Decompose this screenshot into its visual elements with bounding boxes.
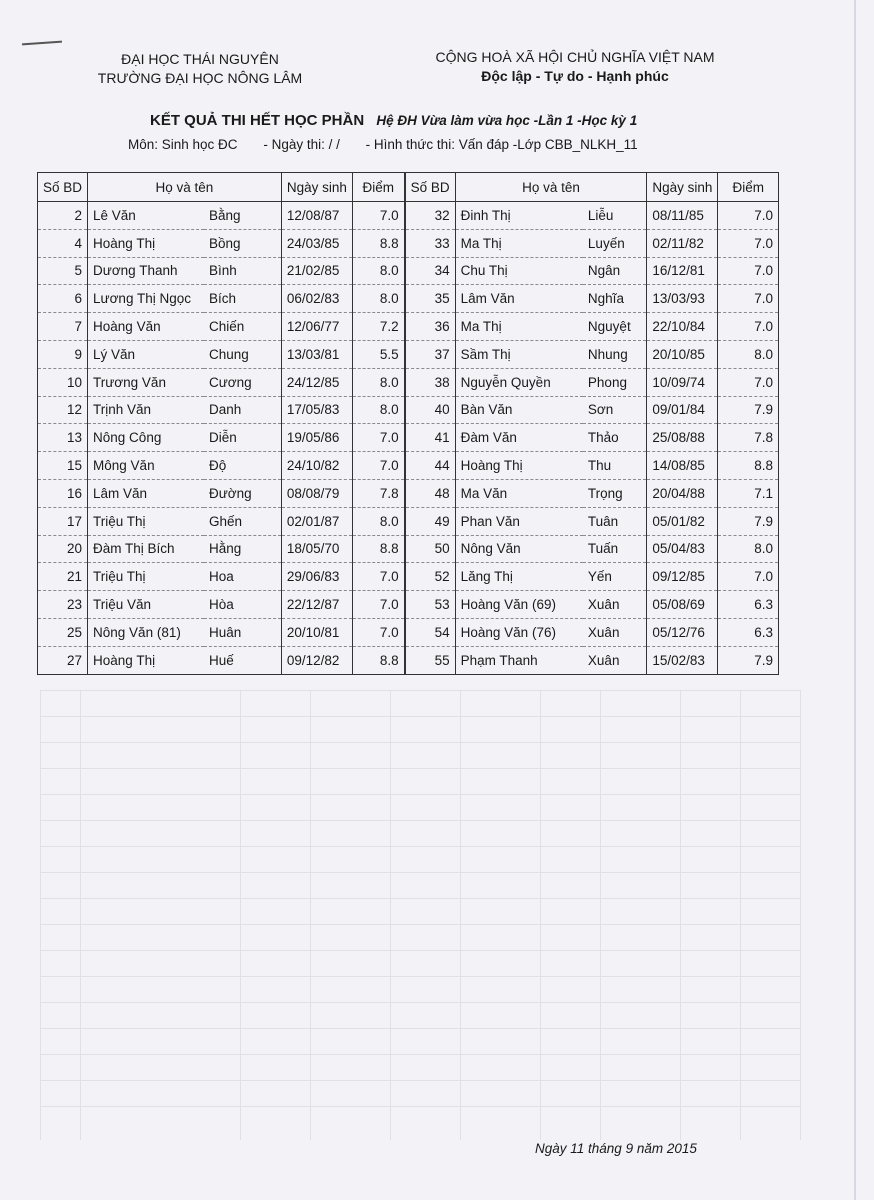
table-row	[38, 646, 779, 674]
bleed-line	[40, 1054, 800, 1055]
left-sbd-cell: 4	[38, 229, 88, 257]
left-family-name-cell: Hoàng Thị	[88, 646, 204, 674]
left-sbd-cell: 25	[38, 618, 88, 646]
bleed-vline	[240, 690, 241, 1140]
left-family-name-cell: Triệu Thị	[88, 563, 204, 591]
bleed-vline	[460, 690, 461, 1140]
right-dob-cell: 05/12/76	[647, 618, 718, 646]
results-table	[37, 172, 779, 675]
left-score-cell: 7.0	[352, 452, 404, 480]
left-sbd-cell: 17	[38, 507, 88, 535]
table-row	[38, 507, 779, 535]
right-sbd-cell: 48	[405, 479, 456, 507]
right-dob-cell: 02/11/82	[647, 229, 718, 257]
right-given-name-cell: Nhung	[583, 340, 647, 368]
left-sbd-cell: 20	[38, 535, 88, 563]
page-edge-line	[854, 0, 856, 1200]
bleed-line	[40, 820, 800, 821]
bleed-line	[40, 950, 800, 951]
right-dob-cell: 08/11/85	[647, 202, 718, 230]
right-sbd-cell: 53	[405, 591, 456, 619]
right-score-cell: 6.3	[718, 591, 779, 619]
right-dob-cell: 15/02/83	[647, 646, 718, 674]
left-given-name-cell: Danh	[204, 396, 281, 424]
exam-info	[128, 137, 828, 152]
col-header-score-left: Điểm	[352, 173, 404, 202]
col-header-sbd-right: Số BD	[405, 173, 456, 202]
left-given-name-cell: Bằng	[204, 202, 281, 230]
bleed-line	[40, 872, 800, 873]
right-family-name-cell: Chu Thị	[455, 257, 583, 285]
left-family-name-cell: Lê Văn	[88, 202, 204, 230]
table-row	[38, 424, 779, 452]
left-given-name-cell: Huân	[204, 618, 281, 646]
right-family-name-cell: Hoàng Văn (76)	[455, 618, 583, 646]
right-given-name-cell: Liễu	[583, 202, 647, 230]
left-score-cell: 7.8	[352, 479, 404, 507]
bleed-line	[40, 742, 800, 743]
right-given-name-cell: Tuân	[583, 507, 647, 535]
right-family-name-cell: Phạm Thanh	[455, 646, 583, 674]
bleed-vline	[390, 690, 391, 1140]
right-sbd-cell: 37	[405, 340, 456, 368]
left-score-cell: 5.5	[352, 340, 404, 368]
right-dob-cell: 05/01/82	[647, 507, 718, 535]
bleed-line	[40, 846, 800, 847]
left-given-name-cell: Hằng	[204, 535, 281, 563]
right-sbd-cell: 55	[405, 646, 456, 674]
col-header-sbd-left: Số BD	[38, 173, 88, 202]
right-family-name-cell: Hoàng Văn (69)	[455, 591, 583, 619]
left-given-name-cell: Bồng	[204, 229, 281, 257]
bleed-line	[40, 768, 800, 769]
bleed-vline	[800, 690, 801, 1140]
left-dob-cell: 24/10/82	[281, 452, 352, 480]
right-given-name-cell: Yến	[583, 563, 647, 591]
left-given-name-cell: Diễn	[204, 424, 281, 452]
right-dob-cell: 14/08/85	[647, 452, 718, 480]
col-header-dob-right: Ngày sinh	[647, 173, 718, 202]
right-sbd-cell: 49	[405, 507, 456, 535]
bleed-line	[40, 690, 800, 691]
right-sbd-cell: 52	[405, 563, 456, 591]
left-family-name-cell: Triệu Thị	[88, 507, 204, 535]
left-dob-cell: 22/12/87	[281, 591, 352, 619]
left-sbd-cell: 21	[38, 563, 88, 591]
right-dob-cell: 05/08/69	[647, 591, 718, 619]
title-sub: Hệ ĐH Vừa làm vừa học -Lần 1 -Học kỳ 1	[376, 113, 638, 128]
left-score-cell: 8.0	[352, 257, 404, 285]
left-sbd-cell: 7	[38, 313, 88, 341]
left-dob-cell: 06/02/83	[281, 285, 352, 313]
left-sbd-cell: 6	[38, 285, 88, 313]
right-given-name-cell: Xuân	[583, 618, 647, 646]
left-dob-cell: 12/06/77	[281, 313, 352, 341]
left-score-cell: 8.0	[352, 396, 404, 424]
table-body	[38, 202, 779, 675]
bleed-line	[40, 794, 800, 795]
left-score-cell: 8.0	[352, 507, 404, 535]
left-sbd-cell: 16	[38, 479, 88, 507]
left-score-cell: 8.0	[352, 285, 404, 313]
title-main: KẾT QUẢ THI HẾT HỌC PHẦN	[150, 112, 365, 129]
exam-form-label: - Hình thức thi: Vấn đáp -Lớp CBB_NLKH_11	[365, 137, 638, 152]
bleed-line	[40, 976, 800, 977]
left-sbd-cell: 5	[38, 257, 88, 285]
table-row	[38, 479, 779, 507]
right-family-name-cell: Phan Văn	[455, 507, 583, 535]
left-given-name-cell: Độ	[204, 452, 281, 480]
right-score-cell: 7.0	[718, 257, 779, 285]
left-score-cell: 7.2	[352, 313, 404, 341]
right-dob-cell: 09/12/85	[647, 563, 718, 591]
bleed-line	[40, 716, 800, 717]
right-sbd-cell: 41	[405, 424, 456, 452]
left-family-name-cell: Dương Thanh	[88, 257, 204, 285]
right-sbd-cell: 54	[405, 618, 456, 646]
right-score-cell: 7.9	[718, 396, 779, 424]
left-given-name-cell: Huế	[204, 646, 281, 674]
right-score-cell: 7.8	[718, 424, 779, 452]
right-dob-cell: 05/04/83	[647, 535, 718, 563]
table-row	[38, 563, 779, 591]
left-score-cell: 8.8	[352, 229, 404, 257]
left-dob-cell: 17/05/83	[281, 396, 352, 424]
left-score-cell: 8.8	[352, 646, 404, 674]
right-given-name-cell: Ngân	[583, 257, 647, 285]
table-row	[38, 340, 779, 368]
right-family-name-cell: Đàm Văn	[455, 424, 583, 452]
bleed-line	[40, 1106, 800, 1107]
bleed-through-table	[40, 690, 800, 1140]
left-score-cell: 7.0	[352, 618, 404, 646]
right-sbd-cell: 32	[405, 202, 456, 230]
left-dob-cell: 13/03/81	[281, 340, 352, 368]
right-dob-cell: 25/08/88	[647, 424, 718, 452]
left-family-name-cell: Trương Văn	[88, 368, 204, 396]
right-family-name-cell: Đinh Thị	[455, 202, 583, 230]
left-sbd-cell: 15	[38, 452, 88, 480]
table-row	[38, 452, 779, 480]
subject-label: Môn: Sinh học ĐC	[128, 137, 238, 152]
document-title	[150, 112, 790, 129]
left-sbd-cell: 27	[38, 646, 88, 674]
right-score-cell: 8.0	[718, 340, 779, 368]
left-given-name-cell: Đường	[204, 479, 281, 507]
right-score-cell: 7.0	[718, 313, 779, 341]
right-family-name-cell: Lâm Văn	[455, 285, 583, 313]
left-score-cell: 8.0	[352, 368, 404, 396]
left-dob-cell: 29/06/83	[281, 563, 352, 591]
right-score-cell: 7.9	[718, 646, 779, 674]
right-score-cell: 7.9	[718, 507, 779, 535]
pen-mark	[22, 41, 62, 46]
left-given-name-cell: Chung	[204, 340, 281, 368]
bleed-vline	[80, 690, 81, 1140]
left-dob-cell: 19/05/86	[281, 424, 352, 452]
right-dob-cell: 09/01/84	[647, 396, 718, 424]
left-score-cell: 7.0	[352, 202, 404, 230]
right-family-name-cell: Sầm Thị	[455, 340, 583, 368]
left-family-name-cell: Lý Văn	[88, 340, 204, 368]
signing-date: Ngày 11 tháng 9 năm 2015	[535, 1141, 697, 1156]
bleed-vline	[310, 690, 311, 1140]
left-family-name-cell: Mông Văn	[88, 452, 204, 480]
bleed-line	[40, 1080, 800, 1081]
col-header-name-left: Họ và tên	[88, 173, 282, 202]
col-header-dob-left: Ngày sinh	[281, 173, 352, 202]
bleed-vline	[680, 690, 681, 1140]
table-header-row	[38, 173, 779, 202]
left-family-name-cell: Triệu Văn	[88, 591, 204, 619]
left-given-name-cell: Hòa	[204, 591, 281, 619]
right-dob-cell: 20/10/85	[647, 340, 718, 368]
right-sbd-cell: 50	[405, 535, 456, 563]
left-family-name-cell: Lương Thị Ngọc	[88, 285, 204, 313]
left-dob-cell: 12/08/87	[281, 202, 352, 230]
left-given-name-cell: Ghến	[204, 507, 281, 535]
right-family-name-cell: Ma Văn	[455, 479, 583, 507]
left-family-name-cell: Trịnh Văn	[88, 396, 204, 424]
right-given-name-cell: Tuấn	[583, 535, 647, 563]
table-row	[38, 591, 779, 619]
country-name: CỘNG HOÀ XÃ HỘI CHỦ NGHĨA VIỆT NAM	[435, 49, 715, 65]
left-score-cell: 8.8	[352, 535, 404, 563]
right-given-name-cell: Nguyệt	[583, 313, 647, 341]
right-score-cell: 7.0	[718, 229, 779, 257]
table-row	[38, 396, 779, 424]
left-given-name-cell: Cương	[204, 368, 281, 396]
left-sbd-cell: 12	[38, 396, 88, 424]
table-row	[38, 313, 779, 341]
left-score-cell: 7.0	[352, 424, 404, 452]
right-sbd-cell: 40	[405, 396, 456, 424]
right-score-cell: 8.0	[718, 535, 779, 563]
right-family-name-cell: Lăng Thị	[455, 563, 583, 591]
left-sbd-cell: 13	[38, 424, 88, 452]
right-dob-cell: 20/04/88	[647, 479, 718, 507]
right-dob-cell: 10/09/74	[647, 368, 718, 396]
left-family-name-cell: Hoàng Thị	[88, 229, 204, 257]
col-header-score-right: Điểm	[718, 173, 779, 202]
right-sbd-cell: 35	[405, 285, 456, 313]
left-dob-cell: 24/03/85	[281, 229, 352, 257]
right-family-name-cell: Nông Văn	[455, 535, 583, 563]
table-row	[38, 368, 779, 396]
right-sbd-cell: 36	[405, 313, 456, 341]
left-given-name-cell: Bích	[204, 285, 281, 313]
right-given-name-cell: Thu	[583, 452, 647, 480]
left-sbd-cell: 23	[38, 591, 88, 619]
right-family-name-cell: Hoàng Thị	[455, 452, 583, 480]
left-dob-cell: 24/12/85	[281, 368, 352, 396]
right-score-cell: 7.0	[718, 563, 779, 591]
right-family-name-cell: Ma Thị	[455, 229, 583, 257]
table-row	[38, 257, 779, 285]
bleed-vline	[740, 690, 741, 1140]
table-row	[38, 229, 779, 257]
right-given-name-cell: Phong	[583, 368, 647, 396]
table-row	[38, 285, 779, 313]
bleed-line	[40, 1028, 800, 1029]
university-name: ĐẠI HỌC THÁI NGUYÊN	[121, 51, 279, 67]
left-sbd-cell: 9	[38, 340, 88, 368]
left-dob-cell: 21/02/85	[281, 257, 352, 285]
right-score-cell: 7.0	[718, 368, 779, 396]
left-given-name-cell: Hoa	[204, 563, 281, 591]
right-sbd-cell: 33	[405, 229, 456, 257]
right-dob-cell: 22/10/84	[647, 313, 718, 341]
right-family-name-cell: Ma Thị	[455, 313, 583, 341]
left-given-name-cell: Bình	[204, 257, 281, 285]
bleed-line	[40, 1002, 800, 1003]
table-row	[38, 202, 779, 230]
right-given-name-cell: Luyến	[583, 229, 647, 257]
right-dob-cell: 13/03/93	[647, 285, 718, 313]
left-dob-cell: 20/10/81	[281, 618, 352, 646]
right-given-name-cell: Xuân	[583, 646, 647, 674]
national-header	[420, 48, 730, 86]
left-sbd-cell: 10	[38, 368, 88, 396]
left-dob-cell: 02/01/87	[281, 507, 352, 535]
right-score-cell: 7.1	[718, 479, 779, 507]
left-dob-cell: 08/08/79	[281, 479, 352, 507]
right-sbd-cell: 44	[405, 452, 456, 480]
col-header-name-right: Họ và tên	[455, 173, 647, 202]
right-score-cell: 7.0	[718, 285, 779, 313]
left-score-cell: 7.0	[352, 563, 404, 591]
right-given-name-cell: Nghĩa	[583, 285, 647, 313]
school-name: TRƯỜNG ĐẠI HỌC NÔNG LÂM	[97, 70, 303, 86]
right-sbd-cell: 34	[405, 257, 456, 285]
left-dob-cell: 18/05/70	[281, 535, 352, 563]
right-score-cell: 8.8	[718, 452, 779, 480]
right-given-name-cell: Xuân	[583, 591, 647, 619]
institution-header	[80, 50, 320, 88]
exam-date-label: - Ngày thi: / /	[263, 137, 340, 152]
bleed-vline	[540, 690, 541, 1140]
left-family-name-cell: Nông Văn (81)	[88, 618, 204, 646]
right-family-name-cell: Nguyễn Quyền	[455, 368, 583, 396]
left-family-name-cell: Hoàng Văn	[88, 313, 204, 341]
national-motto: Độc lập - Tự do - Hạnh phúc	[481, 68, 669, 84]
table-row	[38, 618, 779, 646]
right-given-name-cell: Thảo	[583, 424, 647, 452]
table-row	[38, 535, 779, 563]
right-given-name-cell: Trọng	[583, 479, 647, 507]
bleed-vline	[40, 690, 41, 1140]
left-given-name-cell: Chiến	[204, 313, 281, 341]
bleed-vline	[600, 690, 601, 1140]
bleed-line	[40, 924, 800, 925]
right-dob-cell: 16/12/81	[647, 257, 718, 285]
left-family-name-cell: Nông Công	[88, 424, 204, 452]
right-family-name-cell: Bàn Văn	[455, 396, 583, 424]
left-dob-cell: 09/12/82	[281, 646, 352, 674]
bleed-line	[40, 898, 800, 899]
right-score-cell: 7.0	[718, 202, 779, 230]
left-score-cell: 7.0	[352, 591, 404, 619]
right-given-name-cell: Sơn	[583, 396, 647, 424]
left-family-name-cell: Đàm Thị Bích	[88, 535, 204, 563]
right-sbd-cell: 38	[405, 368, 456, 396]
left-sbd-cell: 2	[38, 202, 88, 230]
left-family-name-cell: Lâm Văn	[88, 479, 204, 507]
right-score-cell: 6.3	[718, 618, 779, 646]
